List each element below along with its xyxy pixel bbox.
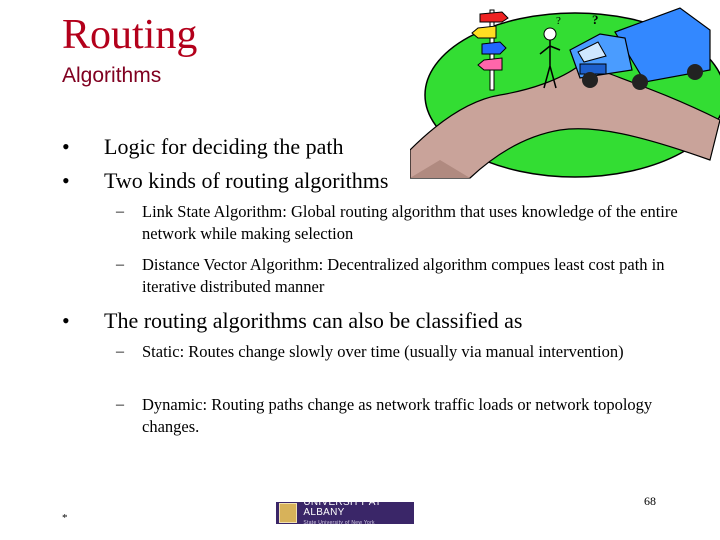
- bullet-marker: •: [62, 168, 70, 193]
- bullet-marker: •: [62, 308, 70, 333]
- footer-mark: *: [62, 512, 68, 524]
- logo-line1: UNIVERSITY AT ALBANY: [303, 497, 382, 518]
- seal-icon: [279, 503, 297, 523]
- sub-bullet-marker: –: [116, 256, 124, 273]
- question-mark-small: ?: [556, 15, 561, 27]
- truck-wheel-front: [582, 72, 598, 88]
- page-number: 68: [644, 494, 656, 508]
- slide-title: Routing: [62, 12, 198, 58]
- sub-bullet-text: Link State Algorithm: Global routing algorithm that uses knowledge of the entire network while making selection: [142, 202, 678, 243]
- sub-bullet-text: Dynamic: Routing paths change as network traffic loads or network topology changes.: [142, 395, 653, 436]
- bullet-text: Two kinds of routing algorithms: [104, 168, 389, 193]
- truck-wheel-back: [687, 64, 703, 80]
- crossroads-illustration: [410, 0, 720, 180]
- bullet-marker: •: [62, 134, 70, 159]
- sign-yellow: [472, 26, 496, 38]
- sign-red: [480, 12, 508, 22]
- sub-bullet-marker: –: [116, 343, 124, 360]
- sign-blue: [482, 42, 506, 54]
- slide-subtitle: Algorithms: [62, 64, 162, 87]
- sub-bullet-text: Static: Routes change slowly over time (usually via manual intervention): [142, 342, 624, 361]
- person-head: [544, 28, 556, 40]
- sub-bullet-marker: –: [116, 203, 124, 220]
- sub-bullet-marker: –: [116, 396, 124, 413]
- university-logo: [276, 497, 414, 526]
- truck-wheel-rear: [632, 74, 648, 90]
- question-mark-large: ?: [592, 12, 599, 27]
- sub-bullet-text: Distance Vector Algorithm: Decentralized algorithm compues least cost path in iterative distributed manner: [142, 255, 665, 296]
- logo-line2: State University of New York: [303, 520, 375, 526]
- bullet-text: The routing algorithms can also be classified as: [104, 308, 523, 333]
- truck-grille: [580, 64, 606, 74]
- bullet-text: Logic for deciding the path: [104, 134, 344, 159]
